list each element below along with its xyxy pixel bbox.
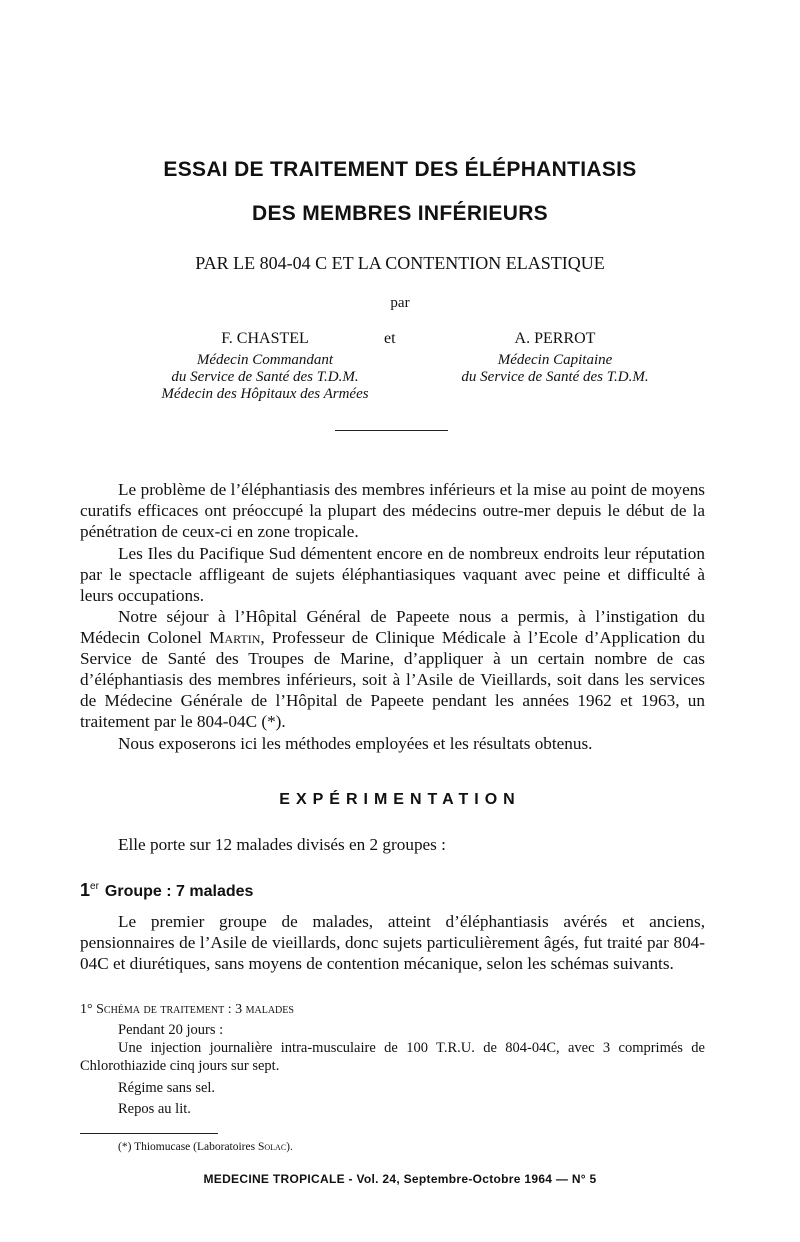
- intro-paragraph-4: Nous exposerons ici les méthodes employées et les résultats obtenus.: [118, 734, 593, 753]
- author-1-role-1: Médecin Commandant: [196, 352, 334, 368]
- author-1-role-2: du Service de Santé des T.D.M.: [171, 369, 359, 385]
- group-1-label: Groupe : 7 malades: [104, 883, 254, 900]
- group-1-number: 1: [80, 880, 91, 900]
- schema-1-number: 1°: [80, 1002, 93, 1017]
- footnote-lab: Solac: [257, 1141, 287, 1153]
- schema-1-line-3: Régime sans sel.: [118, 1080, 216, 1096]
- intro-paragraph-3-b: , Professeur de Clinique Médicale à l’Ecole d’Application du Service de Santé des Troupes de Marine, d’appliquer à un certain nombre de cas d’éléphantiasis des membres inférieurs, soit à l’Asile de Vieillards, soit dans les services de Médecine Générale de l’Hôpital de Papeete pendant les années 1962 et 1963, un traitement par le 804-04C (*).: [80, 628, 705, 731]
- footnote-text: (*) Thiomucase (Laboratoires: [118, 1141, 258, 1153]
- group-1-ordinal: er: [90, 881, 99, 892]
- footnote: [118, 1141, 293, 1153]
- schema-1-line-1: Pendant 20 jours :: [118, 1022, 224, 1038]
- journal-footer: MEDECINE TROPICALE - Vol. 24, Septembre-Octobre 1964 — N° 5: [203, 1172, 597, 1186]
- title-line-1: ESSAI DE TRAITEMENT DES ÉLÉPHANTIASIS: [163, 158, 637, 181]
- and-label: et: [384, 330, 396, 347]
- schema-1-label: Schéma de traitement : 3 malades: [96, 1002, 294, 1017]
- group-1-heading: [80, 880, 253, 901]
- section-intro: Elle porte sur 12 malades divisés en 2 groupes :: [118, 835, 446, 854]
- title-line-2: DES MEMBRES INFÉRIEURS: [252, 202, 548, 225]
- author-reference-name: Martin: [209, 628, 261, 647]
- author-2-role-2: du Service de Santé des T.D.M.: [461, 369, 649, 385]
- author-2-name: A. PERROT: [514, 330, 596, 347]
- author-1-name: F. CHASTEL: [221, 330, 309, 347]
- intro-paragraph-2: Les Iles du Pacifique Sud démentent encore en de nombreux endroits leur réputation par le spectacle affligeant de sujets éléphantiasiques vaquant avec peine et difficulté à leurs occupations.: [80, 544, 705, 605]
- by-label: par: [390, 295, 410, 311]
- author-1-role-3: Médecin des Hôpitaux des Armées: [161, 386, 369, 402]
- footnote-end: ).: [286, 1141, 293, 1153]
- title-separator: [335, 430, 448, 431]
- schema-1-line-2: Une injection journalière intra-musculaire de 100 T.R.U. de 804-04C, avec 3 comprimés de Chlorothiazide cinq jours sur sept.: [80, 1040, 705, 1074]
- section-heading: EXPÉRIMENTATION: [279, 791, 521, 808]
- schema-1-line-4: Repos au lit.: [118, 1101, 191, 1117]
- footnote-separator: [80, 1133, 218, 1134]
- author-2-role-1: Médecin Capitaine: [497, 352, 613, 368]
- author-2: [430, 330, 680, 386]
- intro-paragraph-3: [80, 606, 705, 732]
- group-1-text: Le premier groupe de malades, atteint d’éléphantiasis avérés et anciens, pensionnaires de l’Asile de vieillards, donc sujets particulièrement âgés, fut traité par 804-04C et diurétiques, sans moyens de contention mécanique, selon les schémas suivants.: [80, 912, 705, 973]
- intro-paragraph-1: Le problème de l’éléphantiasis des membres inférieurs et la mise au point de moyens curatifs efficaces ont préoccupé la plupart des médecins outre-mer depuis le début de la pénétration de ceux-ci en zone tropicale.: [80, 480, 705, 541]
- author-1: [140, 330, 390, 403]
- subtitle: PAR LE 804-04 C ET LA CONTENTION ELASTIQUE: [195, 253, 605, 273]
- schema-1-heading: [80, 1002, 294, 1018]
- intro-paragraph-3-a: Notre séjour à l’Hôpital Général de Papeete nous a permis, à l’instigation du Médecin Colonel: [80, 607, 705, 647]
